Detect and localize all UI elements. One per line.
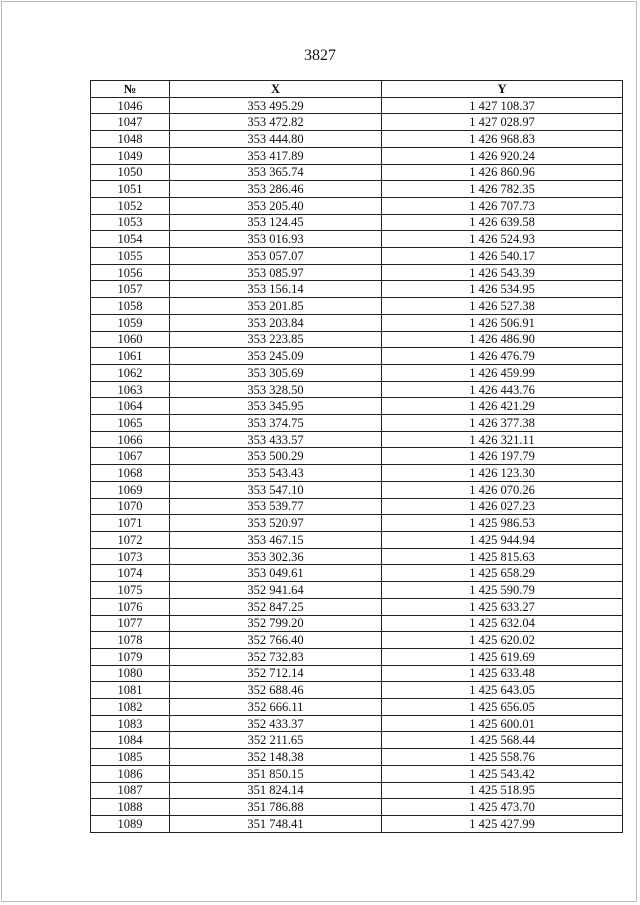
header-y: Y	[382, 81, 623, 98]
y-coordinate-cell: 1 426 421.29	[382, 398, 623, 415]
point-number-cell: 1062	[91, 364, 170, 381]
point-number-cell: 1089	[91, 815, 170, 832]
table-row	[91, 398, 623, 415]
x-coordinate-cell: 351 786.88	[170, 799, 382, 816]
point-number-cell: 1087	[91, 782, 170, 799]
point-number-cell: 1082	[91, 699, 170, 716]
table-row	[91, 765, 623, 782]
table-row	[91, 147, 623, 164]
table-row	[91, 197, 623, 214]
x-coordinate-cell: 352 712.14	[170, 665, 382, 682]
table-row	[91, 565, 623, 582]
x-coordinate-cell: 352 732.83	[170, 648, 382, 665]
point-number-cell: 1072	[91, 531, 170, 548]
table-row	[91, 598, 623, 615]
y-coordinate-cell: 1 425 568.44	[382, 732, 623, 749]
coordinates-table	[90, 80, 623, 833]
point-number-cell: 1086	[91, 765, 170, 782]
point-number-cell: 1047	[91, 114, 170, 131]
x-coordinate-cell: 351 850.15	[170, 765, 382, 782]
table-row	[91, 548, 623, 565]
y-coordinate-cell: 1 426 968.83	[382, 131, 623, 148]
y-coordinate-cell: 1 426 377.38	[382, 415, 623, 432]
table-row	[91, 448, 623, 465]
table-row	[91, 281, 623, 298]
table-row	[91, 381, 623, 398]
x-coordinate-cell: 353 305.69	[170, 364, 382, 381]
point-number-cell: 1075	[91, 582, 170, 599]
y-coordinate-cell: 1 426 197.79	[382, 448, 623, 465]
table-row	[91, 732, 623, 749]
y-coordinate-cell: 1 426 920.24	[382, 147, 623, 164]
table-row	[91, 181, 623, 198]
y-coordinate-cell: 1 426 707.73	[382, 197, 623, 214]
table-row	[91, 248, 623, 265]
x-coordinate-cell: 353 539.77	[170, 498, 382, 515]
point-number-cell: 1084	[91, 732, 170, 749]
y-coordinate-cell: 1 425 473.70	[382, 799, 623, 816]
table-row	[91, 699, 623, 716]
x-coordinate-cell: 353 085.97	[170, 264, 382, 281]
point-number-cell: 1057	[91, 281, 170, 298]
point-number-cell: 1080	[91, 665, 170, 682]
point-number-cell: 1066	[91, 431, 170, 448]
x-coordinate-cell: 351 824.14	[170, 782, 382, 799]
x-coordinate-cell: 353 495.29	[170, 97, 382, 114]
table-body	[91, 97, 623, 832]
y-coordinate-cell: 1 426 524.93	[382, 231, 623, 248]
table-row	[91, 815, 623, 832]
table-row	[91, 314, 623, 331]
y-coordinate-cell: 1 425 620.02	[382, 632, 623, 649]
y-coordinate-cell: 1 426 639.58	[382, 214, 623, 231]
table-row	[91, 97, 623, 114]
point-number-cell: 1052	[91, 197, 170, 214]
x-coordinate-cell: 353 057.07	[170, 248, 382, 265]
y-coordinate-cell: 1 425 427.99	[382, 815, 623, 832]
point-number-cell: 1060	[91, 331, 170, 348]
table-row	[91, 465, 623, 482]
x-coordinate-cell: 353 374.75	[170, 415, 382, 432]
y-coordinate-cell: 1 426 506.91	[382, 314, 623, 331]
table-row	[91, 415, 623, 432]
point-number-cell: 1076	[91, 598, 170, 615]
y-coordinate-cell: 1 426 543.39	[382, 264, 623, 281]
x-coordinate-cell: 352 688.46	[170, 682, 382, 699]
table-row	[91, 715, 623, 732]
y-coordinate-cell: 1 425 643.05	[382, 682, 623, 699]
table-row	[91, 431, 623, 448]
x-coordinate-cell: 352 847.25	[170, 598, 382, 615]
x-coordinate-cell: 353 328.50	[170, 381, 382, 398]
x-coordinate-cell: 353 467.15	[170, 531, 382, 548]
point-number-cell: 1061	[91, 348, 170, 365]
y-coordinate-cell: 1 427 108.37	[382, 97, 623, 114]
point-number-cell: 1074	[91, 565, 170, 582]
table-row	[91, 331, 623, 348]
point-number-cell: 1053	[91, 214, 170, 231]
point-number-cell: 1058	[91, 298, 170, 315]
table-row	[91, 364, 623, 381]
x-coordinate-cell: 353 345.95	[170, 398, 382, 415]
point-number-cell: 1063	[91, 381, 170, 398]
table-row	[91, 749, 623, 766]
y-coordinate-cell: 1 425 658.29	[382, 565, 623, 582]
header-number: №	[91, 81, 170, 98]
y-coordinate-cell: 1 426 534.95	[382, 281, 623, 298]
table-row	[91, 665, 623, 682]
x-coordinate-cell: 353 124.45	[170, 214, 382, 231]
x-coordinate-cell: 352 666.11	[170, 699, 382, 716]
x-coordinate-cell: 353 543.43	[170, 465, 382, 482]
point-number-cell: 1069	[91, 481, 170, 498]
x-coordinate-cell: 352 799.20	[170, 615, 382, 632]
table-row	[91, 531, 623, 548]
point-number-cell: 1055	[91, 248, 170, 265]
point-number-cell: 1083	[91, 715, 170, 732]
point-number-cell: 1088	[91, 799, 170, 816]
table-row	[91, 231, 623, 248]
point-number-cell: 1085	[91, 749, 170, 766]
x-coordinate-cell: 353 203.84	[170, 314, 382, 331]
x-coordinate-cell: 353 156.14	[170, 281, 382, 298]
x-coordinate-cell: 351 748.41	[170, 815, 382, 832]
point-number-cell: 1048	[91, 131, 170, 148]
y-coordinate-cell: 1 425 543.42	[382, 765, 623, 782]
point-number-cell: 1078	[91, 632, 170, 649]
x-coordinate-cell: 352 211.65	[170, 732, 382, 749]
point-number-cell: 1049	[91, 147, 170, 164]
table-header-row	[91, 81, 623, 98]
table-row	[91, 348, 623, 365]
x-coordinate-cell: 353 201.85	[170, 298, 382, 315]
x-coordinate-cell: 352 941.64	[170, 582, 382, 599]
y-coordinate-cell: 1 426 123.30	[382, 465, 623, 482]
header-x: X	[170, 81, 382, 98]
x-coordinate-cell: 353 365.74	[170, 164, 382, 181]
table-row	[91, 164, 623, 181]
table-row	[91, 632, 623, 649]
point-number-cell: 1065	[91, 415, 170, 432]
table-row	[91, 648, 623, 665]
x-coordinate-cell: 353 433.57	[170, 431, 382, 448]
point-number-cell: 1079	[91, 648, 170, 665]
y-coordinate-cell: 1 425 815.63	[382, 548, 623, 565]
y-coordinate-cell: 1 425 590.79	[382, 582, 623, 599]
point-number-cell: 1068	[91, 465, 170, 482]
y-coordinate-cell: 1 426 527.38	[382, 298, 623, 315]
y-coordinate-cell: 1 425 619.69	[382, 648, 623, 665]
point-number-cell: 1059	[91, 314, 170, 331]
point-number-cell: 1077	[91, 615, 170, 632]
point-number-cell: 1071	[91, 515, 170, 532]
table-row	[91, 498, 623, 515]
y-coordinate-cell: 1 425 632.04	[382, 615, 623, 632]
table-row	[91, 682, 623, 699]
y-coordinate-cell: 1 425 633.27	[382, 598, 623, 615]
point-number-cell: 1056	[91, 264, 170, 281]
table-row	[91, 264, 623, 281]
y-coordinate-cell: 1 426 782.35	[382, 181, 623, 198]
table-row	[91, 114, 623, 131]
x-coordinate-cell: 353 302.36	[170, 548, 382, 565]
y-coordinate-cell: 1 425 944.94	[382, 531, 623, 548]
x-coordinate-cell: 352 148.38	[170, 749, 382, 766]
y-coordinate-cell: 1 426 459.99	[382, 364, 623, 381]
x-coordinate-cell: 353 049.61	[170, 565, 382, 582]
y-coordinate-cell: 1 426 860.96	[382, 164, 623, 181]
table-row	[91, 298, 623, 315]
point-number-cell: 1081	[91, 682, 170, 699]
y-coordinate-cell: 1 426 321.11	[382, 431, 623, 448]
point-number-cell: 1070	[91, 498, 170, 515]
point-number-cell: 1050	[91, 164, 170, 181]
point-number-cell: 1051	[91, 181, 170, 198]
table-row	[91, 481, 623, 498]
x-coordinate-cell: 353 286.46	[170, 181, 382, 198]
y-coordinate-cell: 1 427 028.97	[382, 114, 623, 131]
table-row	[91, 782, 623, 799]
x-coordinate-cell: 353 223.85	[170, 331, 382, 348]
x-coordinate-cell: 352 766.40	[170, 632, 382, 649]
page-number: 3827	[304, 47, 336, 64]
point-number-cell: 1064	[91, 398, 170, 415]
x-coordinate-cell: 353 444.80	[170, 131, 382, 148]
y-coordinate-cell: 1 426 476.79	[382, 348, 623, 365]
table-row	[91, 131, 623, 148]
table-row	[91, 214, 623, 231]
y-coordinate-cell: 1 425 986.53	[382, 515, 623, 532]
table-row	[91, 582, 623, 599]
y-coordinate-cell: 1 426 540.17	[382, 248, 623, 265]
y-coordinate-cell: 1 425 633.48	[382, 665, 623, 682]
table-row	[91, 799, 623, 816]
point-number-cell: 1046	[91, 97, 170, 114]
x-coordinate-cell: 353 417.89	[170, 147, 382, 164]
x-coordinate-cell: 353 245.09	[170, 348, 382, 365]
point-number-cell: 1067	[91, 448, 170, 465]
point-number-cell: 1073	[91, 548, 170, 565]
x-coordinate-cell: 353 547.10	[170, 481, 382, 498]
y-coordinate-cell: 1 426 486.90	[382, 331, 623, 348]
y-coordinate-cell: 1 426 443.76	[382, 381, 623, 398]
x-coordinate-cell: 353 016.93	[170, 231, 382, 248]
y-coordinate-cell: 1 426 070.26	[382, 481, 623, 498]
x-coordinate-cell: 352 433.37	[170, 715, 382, 732]
x-coordinate-cell: 353 205.40	[170, 197, 382, 214]
table-row	[91, 615, 623, 632]
x-coordinate-cell: 353 520.97	[170, 515, 382, 532]
y-coordinate-cell: 1 426 027.23	[382, 498, 623, 515]
y-coordinate-cell: 1 425 558.76	[382, 749, 623, 766]
y-coordinate-cell: 1 425 518.95	[382, 782, 623, 799]
table-row	[91, 515, 623, 532]
x-coordinate-cell: 353 472.82	[170, 114, 382, 131]
x-coordinate-cell: 353 500.29	[170, 448, 382, 465]
point-number-cell: 1054	[91, 231, 170, 248]
y-coordinate-cell: 1 425 656.05	[382, 699, 623, 716]
y-coordinate-cell: 1 425 600.01	[382, 715, 623, 732]
